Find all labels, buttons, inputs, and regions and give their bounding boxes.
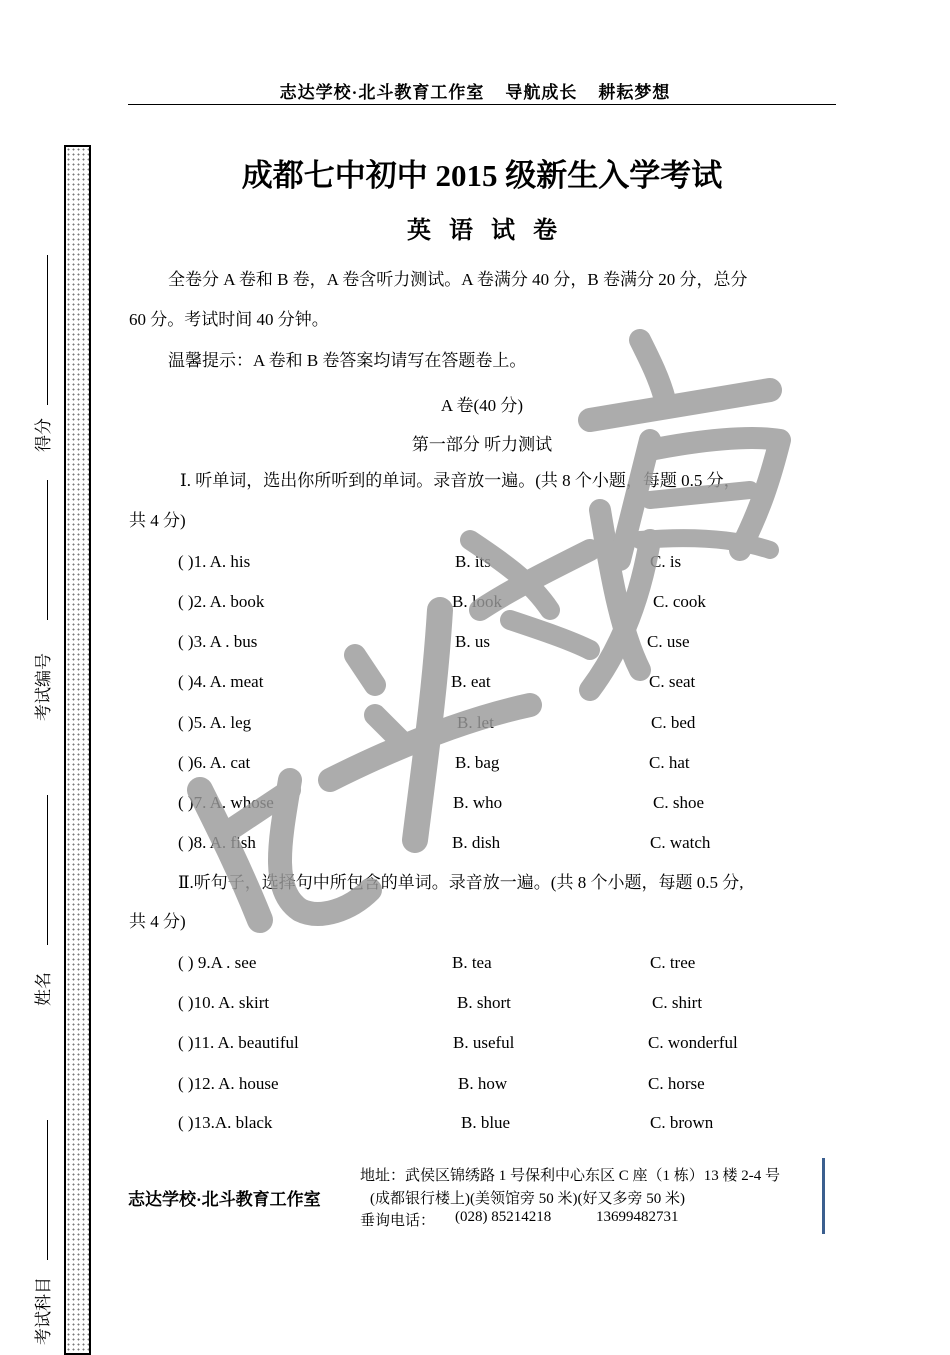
question-num-11: ( )11. A. beautiful [178,1033,299,1052]
footer-accent-bar [822,1158,825,1234]
question-option-c: C. wonderful [648,1033,738,1052]
question-num-9: ( ) 9.A . see [178,953,257,972]
question-num-1: ( )1. A. his [178,552,251,571]
question-num-8: ( )8. A. fish [178,833,256,852]
section1-instruction-2: 共 4 分) [129,511,186,530]
question-num-13: ( )13.A. black [178,1113,273,1132]
question-num-10: ( )10. A. skirt [178,993,270,1012]
question-option-c: C. bed [651,713,696,732]
side-label-score: 得分 [34,418,53,452]
side-line-score-bottom [47,480,48,620]
question-option-b: B. eat [451,672,491,691]
question-option-c: C. watch [650,833,711,852]
intro-line-2: 60 分。考试时间 40 分钟。 [129,310,329,329]
header-divider [128,104,836,105]
question-option-b: B. how [458,1074,508,1093]
binding-strip [64,145,91,1355]
question-option-b: B. look [452,592,503,611]
question-option-c: C. use [647,632,690,651]
question-option-c: C. shirt [652,993,703,1012]
side-line-subject [47,1120,48,1260]
question-option-c: C. seat [649,672,696,691]
question-num-3: ( )3. A . bus [178,632,258,651]
question-option-c: C. cook [653,592,706,611]
question-option-c: C. hat [649,753,690,772]
question-option-c: C. is [650,552,682,571]
part1-heading: 第一部分 听力测试 [411,435,553,454]
question-option-c: C. shoe [653,793,704,812]
question-option-c: C. horse [648,1074,705,1093]
question-option-b: B. tea [452,953,492,972]
section1-instruction-1: Ⅰ. 听单词，选出你所听到的单词。录音放一遍。(共 8 个小题，每题 0.5 分， [180,471,741,490]
footer-phone-2: 13699482731 [596,1209,679,1225]
question-num-7: ( )7. A. whose [178,793,274,812]
side-line-name-top [47,795,48,945]
question-option-b: B. short [457,993,511,1012]
question-option-b: B. bag [455,753,500,772]
intro-tip: 温馨提示：A 卷和 B 卷答案均请写在答题卷上。 [168,351,527,370]
question-option-c: C. brown [650,1113,714,1132]
intro-line-1: 全卷分 A 卷和 B 卷，A 卷含听力测试。A 卷满分 40 分，B 卷满分 20 分，总分 [168,270,748,289]
exam-subtitle: 英语试卷 [407,218,575,244]
side-label-name: 姓名 [34,972,53,1006]
question-num-4: ( )4. A. meat [178,672,264,691]
side-line-score-top [47,255,48,405]
volume-a-heading: A 卷(40 分) [440,396,524,415]
question-option-b: B. let [457,713,494,732]
footer-school-name: 志达学校·北斗教育工作室 [128,1190,321,1209]
question-option-b: B. useful [453,1033,515,1052]
question-option-c: C. tree [650,953,696,972]
footer-phone-1: (028) 85214218 [455,1209,552,1225]
question-num-6: ( )6. A. cat [178,753,251,772]
question-option-b: B. its [455,552,491,571]
question-num-5: ( )5. A. leg [178,713,252,732]
footer-landmarks: (成都银行楼上)(美领馆旁 50 米)(好又多旁 50 米) [370,1191,685,1207]
side-label-subject: 考试科目 [34,1277,53,1345]
footer-phone-label: 垂询电话： [360,1213,436,1229]
question-option-b: B. dish [452,833,501,852]
footer-address: 地址：武侯区锦绣路 1 号保利中心东区 C 座（1 栋）13 楼 2-4 号 [360,1168,781,1184]
question-num-12: ( )12. A. house [178,1074,279,1093]
question-option-b: B. blue [461,1113,511,1132]
question-num-2: ( )2. A. book [178,592,265,611]
section2-instruction-2: 共 4 分) [129,912,186,931]
question-option-b: B. who [453,793,503,812]
question-option-b: B. us [455,632,490,651]
page-header: 志达学校·北斗教育工作室 导航成长 耕耘梦想 [279,83,671,102]
exam-title: 成都七中初中 2015 级新生入学考试 [241,158,723,193]
section2-instruction-1: Ⅱ.听句子，选择句中所包含的单词。录音放一遍。(共 8 个小题，每题 0.5 分, [178,873,744,892]
side-label-exam-no: 考试编号 [34,653,53,721]
